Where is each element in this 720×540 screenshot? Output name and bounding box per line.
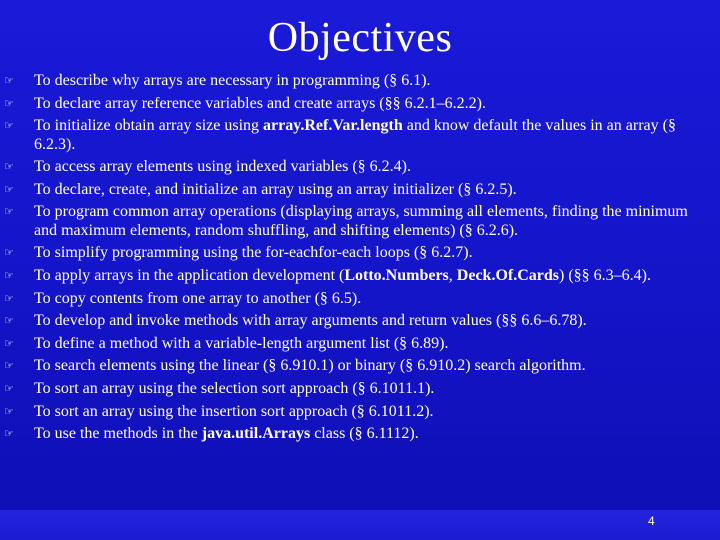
objective-text xyxy=(34,335,704,353)
objective-text xyxy=(34,357,704,375)
objective-text xyxy=(34,117,704,154)
page-number: 4 xyxy=(648,514,655,528)
objective-text xyxy=(34,158,704,176)
text-segment: To copy contents from one array to another (§ 6.5). xyxy=(34,289,362,307)
text-segment: class (§ 6.1112). xyxy=(310,425,419,443)
objective-text xyxy=(34,403,704,421)
objective-item xyxy=(4,158,704,176)
text-segment: To sort an array using the insertion sort approach (§ 6.1011.2). xyxy=(34,402,434,420)
text-segment: To apply arrays in the application development ( xyxy=(34,266,345,284)
pointing-hand-icon: ☞ xyxy=(4,336,14,350)
text-segment: To search elements using the linear (§ 6.910.1) or binary (§ 6.910.2) search algorithm. xyxy=(34,357,586,375)
code-term: java.util.Arrays xyxy=(201,425,311,443)
objective-text xyxy=(34,244,704,262)
objectives-list xyxy=(4,72,704,448)
objective-item xyxy=(4,203,704,240)
text-segment: To simplify programming using the for-eachfor-each loops (§ 6.2.7). xyxy=(34,244,473,262)
text-segment: and know default the values in an array (§ 6.2.3). xyxy=(34,117,676,153)
pointing-hand-icon: ☞ xyxy=(4,119,14,133)
pointing-hand-icon: ☞ xyxy=(4,427,14,441)
objective-item xyxy=(4,244,704,262)
pointing-hand-icon: ☞ xyxy=(4,381,14,395)
objective-item xyxy=(4,312,704,330)
text-segment: ) (§§ 6.3–6.4). xyxy=(559,266,651,284)
code-term: Lotto.Numbers xyxy=(344,266,449,284)
objective-text xyxy=(34,181,704,199)
text-segment: To sort an array using the selection sort approach (§ 6.1011.1). xyxy=(34,379,435,397)
objective-item xyxy=(4,95,704,113)
objective-item xyxy=(4,335,704,353)
objective-item xyxy=(4,425,704,443)
text-segment: To describe why arrays are necessary in programming (§ 6.1). xyxy=(34,72,431,89)
code-term: Deck.Of.Cards xyxy=(456,266,559,284)
pointing-hand-icon: ☞ xyxy=(4,74,14,87)
text-segment: To define a method with a variable-length argument list (§ 6.89). xyxy=(34,334,449,352)
pointing-hand-icon: ☞ xyxy=(4,314,14,328)
pointing-hand-icon: ☞ xyxy=(4,160,14,174)
objective-item xyxy=(4,117,704,154)
objective-text xyxy=(34,72,704,90)
objective-item xyxy=(4,72,704,90)
objective-text xyxy=(34,267,704,285)
text-segment: To declare array reference variables and create arrays (§§ 6.2.1–6.2.2). xyxy=(34,94,486,112)
text-segment: To develop and invoke methods with array arguments and return values (§§ 6.6–6.78). xyxy=(34,312,587,330)
text-segment: , xyxy=(448,266,457,284)
objective-text xyxy=(34,290,704,308)
pointing-hand-icon: ☞ xyxy=(4,359,14,373)
text-segment: To program common array operations (displaying arrays, summing all elements, finding the minimum and maximum elements, random shuffling, and shifting elements) (§ 6.2.6). xyxy=(34,203,688,239)
objective-text xyxy=(34,95,704,113)
objective-item xyxy=(4,267,704,285)
text-segment: To access array elements using indexed variables (§ 6.2.4). xyxy=(34,158,411,176)
slide-title: Objectives xyxy=(267,15,453,61)
objective-text xyxy=(34,203,704,240)
pointing-hand-icon: ☞ xyxy=(4,291,14,305)
objective-item xyxy=(4,380,704,398)
objective-text xyxy=(34,425,704,443)
pointing-hand-icon: ☞ xyxy=(4,182,14,196)
pointing-hand-icon: ☞ xyxy=(4,246,14,260)
code-term: array.Ref.Var.length xyxy=(263,117,403,135)
objective-item xyxy=(4,357,704,375)
pointing-hand-icon: ☞ xyxy=(4,96,14,110)
objective-item xyxy=(4,181,704,199)
text-segment: To initialize obtain array size using xyxy=(34,117,264,135)
pointing-hand-icon: ☞ xyxy=(4,404,14,418)
objective-text xyxy=(34,312,704,330)
text-segment: To use the methods in the xyxy=(34,425,202,443)
pointing-hand-icon: ☞ xyxy=(4,205,14,219)
footer-bar xyxy=(0,510,720,540)
objective-text xyxy=(34,380,704,398)
objective-item xyxy=(4,290,704,308)
objective-item xyxy=(4,403,704,421)
pointing-hand-icon: ☞ xyxy=(4,268,14,282)
text-segment: To declare, create, and initialize an array using an array initializer (§ 6.2.5). xyxy=(34,180,517,198)
